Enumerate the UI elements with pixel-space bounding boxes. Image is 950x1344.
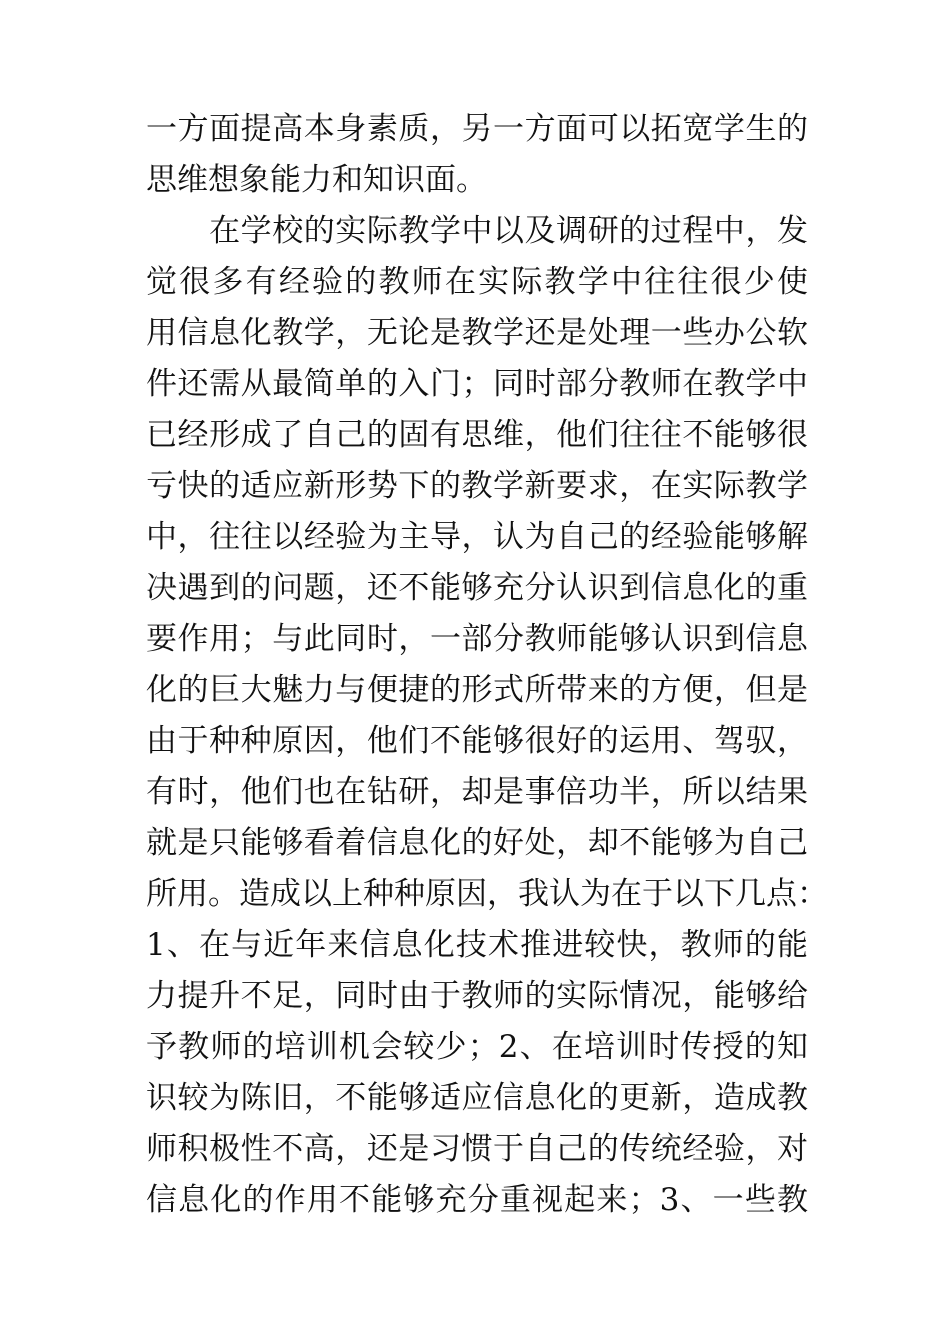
text-line: 师积极性不高，还是习惯于自己的传统经验，对	[146, 1131, 808, 1167]
text-line: 有时，他们也在钻研，却是事倍功半，所以结果	[146, 774, 808, 810]
text-line: 就是只能够看着信息化的好处，却不能够为自己	[146, 825, 808, 861]
text-line: 识较为陈旧，不能够适应信息化的更新，造成教	[146, 1080, 808, 1116]
text-line: 要作用；与此同时，一部分教师能够认识到信息	[146, 621, 808, 657]
text-line: 力提升不足，同时由于教师的实际情况，能够给	[146, 978, 808, 1014]
document-page	[146, 104, 828, 1226]
text-line: 亏快的适应新形势下的教学新要求，在实际教学	[146, 468, 808, 504]
text-line: 用信息化教学，无论是教学还是处理一些办公软	[146, 315, 808, 351]
text-line: 件还需从最简单的入门；同时部分教师在教学中	[146, 366, 808, 402]
text-line: 一方面提高本身素质，另一方面可以拓宽学生的	[146, 111, 808, 147]
text-line: 决遇到的问题，还不能够充分认识到信息化的重	[146, 570, 808, 606]
text-line: 已经形成了自己的固有思维，他们往往不能够很	[146, 417, 808, 453]
text-line: 1、在与近年来信息化技术推进较快，教师的能	[146, 927, 808, 963]
text-line: 予教师的培训机会较少；2、在培训时传授的知	[146, 1029, 808, 1065]
text-line: 中，往往以经验为主导，认为自己的经验能够解	[146, 519, 808, 555]
text-line: 信息化的作用不能够充分重视起来；3、一些教	[146, 1182, 808, 1218]
text-line: 由于种种原因，他们不能够很好的运用、驾驭，	[146, 723, 808, 759]
text-line: 觉很多有经验的教师在实际教学中往往很少使	[146, 264, 808, 300]
text-line: 思维想象能力和知识面。	[146, 162, 487, 198]
text-line: 在学校的实际教学中以及调研的过程中，发	[146, 213, 808, 249]
text-line: 化的巨大魅力与便捷的形式所带来的方便，但是	[146, 672, 808, 708]
text-line: 所用。造成以上种种原因，我认为在于以下几点：	[146, 876, 828, 912]
